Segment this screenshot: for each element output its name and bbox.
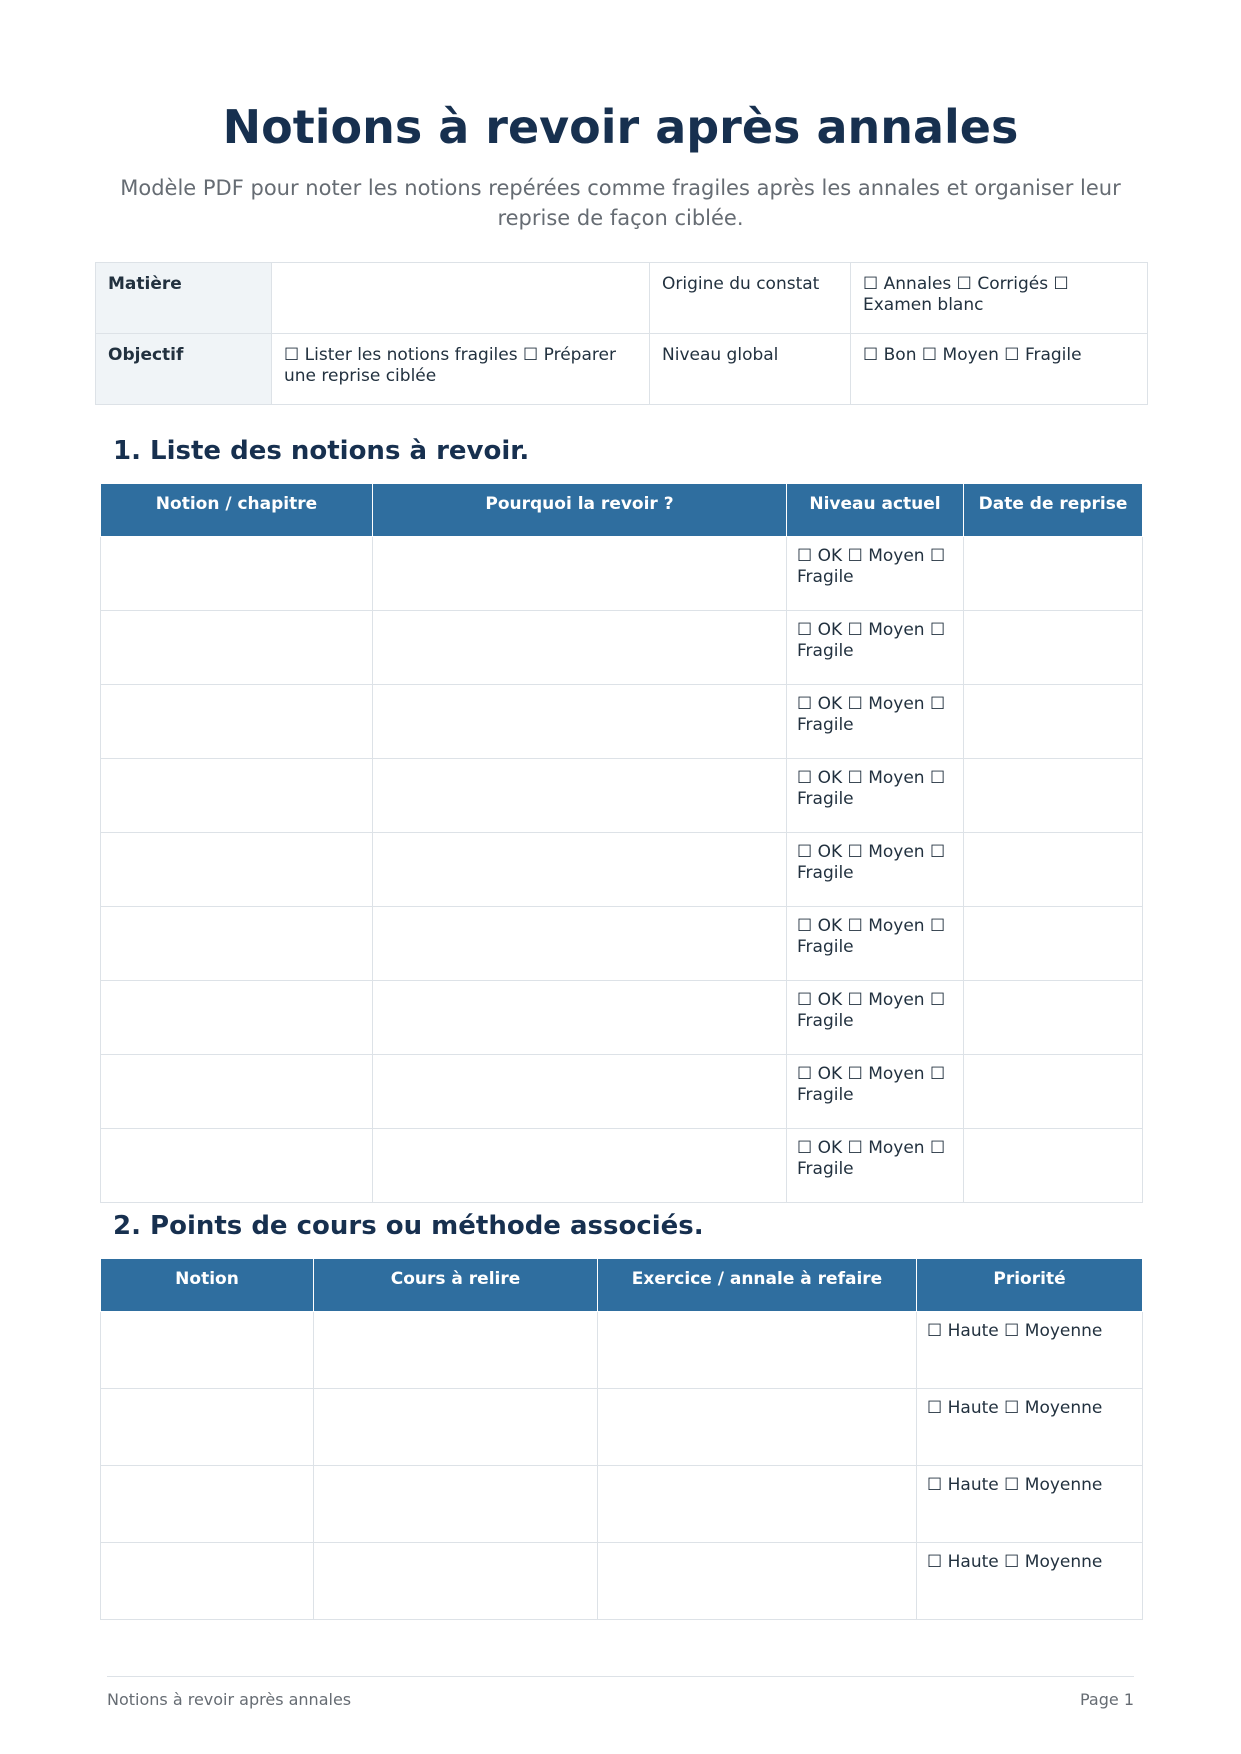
niveau-checkboxes[interactable]: ☐ OK ☐ Moyen ☐ Fragile — [787, 981, 964, 1055]
notion-cell[interactable] — [101, 1055, 373, 1129]
date-cell[interactable] — [964, 1055, 1143, 1129]
table-row — [101, 759, 1143, 833]
priorite-checkboxes[interactable]: ☐ Haute ☐ Moyenne — [917, 1389, 1143, 1466]
table-row — [101, 685, 1143, 759]
footer-title: Notions à revoir après annales — [107, 1690, 352, 1709]
notion-cell[interactable] — [101, 981, 373, 1055]
notion-cell[interactable] — [101, 1466, 314, 1543]
column-header: Exercice / annale à refaire — [598, 1259, 917, 1312]
column-header: Niveau actuel — [787, 484, 964, 537]
table-row — [101, 981, 1143, 1055]
page-number: Page 1 — [1080, 1690, 1134, 1709]
priorite-checkboxes[interactable]: ☐ Haute ☐ Moyenne — [917, 1312, 1143, 1389]
niveau-global-label: Niveau global — [650, 334, 851, 405]
info-row-matiere — [96, 263, 1148, 334]
info-table — [95, 262, 1148, 405]
notion-cell[interactable] — [101, 1543, 314, 1620]
notions-table — [100, 483, 1143, 1203]
exercice-cell[interactable] — [598, 1312, 917, 1389]
table-row — [101, 537, 1143, 611]
notion-cell[interactable] — [101, 907, 373, 981]
cours-table — [100, 1258, 1143, 1620]
pourquoi-cell[interactable] — [373, 981, 787, 1055]
section1-heading: 1. Liste des notions à revoir. — [113, 436, 530, 466]
section2-heading: 2. Points de cours ou méthode associés. — [113, 1211, 704, 1241]
page-subtitle: Modèle PDF pour noter les notions repérées comme fragiles après les annales et organiser leur reprise de façon ciblée. — [120, 176, 1121, 230]
date-cell[interactable] — [964, 907, 1143, 981]
notion-cell[interactable] — [101, 759, 373, 833]
pourquoi-cell[interactable] — [373, 611, 787, 685]
pourquoi-cell[interactable] — [373, 833, 787, 907]
niveau-checkboxes[interactable]: ☐ OK ☐ Moyen ☐ Fragile — [787, 759, 964, 833]
pourquoi-cell[interactable] — [373, 537, 787, 611]
niveau-global-checkboxes[interactable]: ☐ Bon ☐ Moyen ☐ Fragile — [851, 334, 1148, 405]
column-header: Date de reprise — [964, 484, 1143, 537]
notion-cell[interactable] — [101, 833, 373, 907]
pourquoi-cell[interactable] — [373, 907, 787, 981]
niveau-checkboxes[interactable]: ☐ OK ☐ Moyen ☐ Fragile — [787, 833, 964, 907]
table-row — [101, 907, 1143, 981]
niveau-checkboxes[interactable]: ☐ OK ☐ Moyen ☐ Fragile — [787, 907, 964, 981]
cours-cell[interactable] — [314, 1312, 598, 1389]
table-row — [101, 1466, 1143, 1543]
niveau-checkboxes[interactable]: ☐ OK ☐ Moyen ☐ Fragile — [787, 611, 964, 685]
column-header: Pourquoi la revoir ? — [373, 484, 787, 537]
column-header: Notion — [101, 1259, 314, 1312]
notion-cell[interactable] — [101, 1389, 314, 1466]
date-cell[interactable] — [964, 1129, 1143, 1203]
notion-cell[interactable] — [101, 611, 373, 685]
niveau-checkboxes[interactable]: ☐ OK ☐ Moyen ☐ Fragile — [787, 537, 964, 611]
table-row — [101, 1543, 1143, 1620]
column-header: Notion / chapitre — [101, 484, 373, 537]
date-cell[interactable] — [964, 537, 1143, 611]
table-row — [101, 1055, 1143, 1129]
table-row — [101, 1389, 1143, 1466]
niveau-checkboxes[interactable]: ☐ OK ☐ Moyen ☐ Fragile — [787, 685, 964, 759]
date-cell[interactable] — [964, 759, 1143, 833]
date-cell[interactable] — [964, 981, 1143, 1055]
date-cell[interactable] — [964, 685, 1143, 759]
date-cell[interactable] — [964, 611, 1143, 685]
pourquoi-cell[interactable] — [373, 685, 787, 759]
objectif-label: Objectif — [96, 334, 272, 405]
table-row — [101, 1312, 1143, 1389]
exercice-cell[interactable] — [598, 1466, 917, 1543]
exercice-cell[interactable] — [598, 1543, 917, 1620]
footer-divider — [107, 1676, 1134, 1677]
column-header: Cours à relire — [314, 1259, 598, 1312]
cours-cell[interactable] — [314, 1389, 598, 1466]
origine-label: Origine du constat — [650, 263, 851, 334]
date-cell[interactable] — [964, 833, 1143, 907]
cours-table-header — [101, 1259, 1143, 1312]
objectif-checkboxes[interactable]: ☐ Lister les notions fragiles ☐ Préparer une reprise ciblée — [272, 334, 650, 405]
notion-cell[interactable] — [101, 1312, 314, 1389]
niveau-checkboxes[interactable]: ☐ OK ☐ Moyen ☐ Fragile — [787, 1129, 964, 1203]
pourquoi-cell[interactable] — [373, 1055, 787, 1129]
column-header: Priorité — [917, 1259, 1143, 1312]
table-row — [101, 833, 1143, 907]
niveau-checkboxes[interactable]: ☐ OK ☐ Moyen ☐ Fragile — [787, 1055, 964, 1129]
cours-cell[interactable] — [314, 1543, 598, 1620]
matiere-field[interactable] — [272, 263, 650, 334]
cours-cell[interactable] — [314, 1466, 598, 1543]
priorite-checkboxes[interactable]: ☐ Haute ☐ Moyenne — [917, 1543, 1143, 1620]
matiere-label: Matière — [96, 263, 272, 334]
info-row-objectif — [96, 334, 1148, 405]
pourquoi-cell[interactable] — [373, 759, 787, 833]
origine-checkboxes[interactable]: ☐ Annales ☐ Corrigés ☐ Examen blanc — [851, 263, 1148, 334]
notions-table-header — [101, 484, 1143, 537]
exercice-cell[interactable] — [598, 1389, 917, 1466]
table-row — [101, 611, 1143, 685]
notion-cell[interactable] — [101, 685, 373, 759]
priorite-checkboxes[interactable]: ☐ Haute ☐ Moyenne — [917, 1466, 1143, 1543]
notion-cell[interactable] — [101, 537, 373, 611]
table-row — [101, 1129, 1143, 1203]
pourquoi-cell[interactable] — [373, 1129, 787, 1203]
page-title: Notions à revoir après annales — [222, 100, 1019, 154]
notion-cell[interactable] — [101, 1129, 373, 1203]
